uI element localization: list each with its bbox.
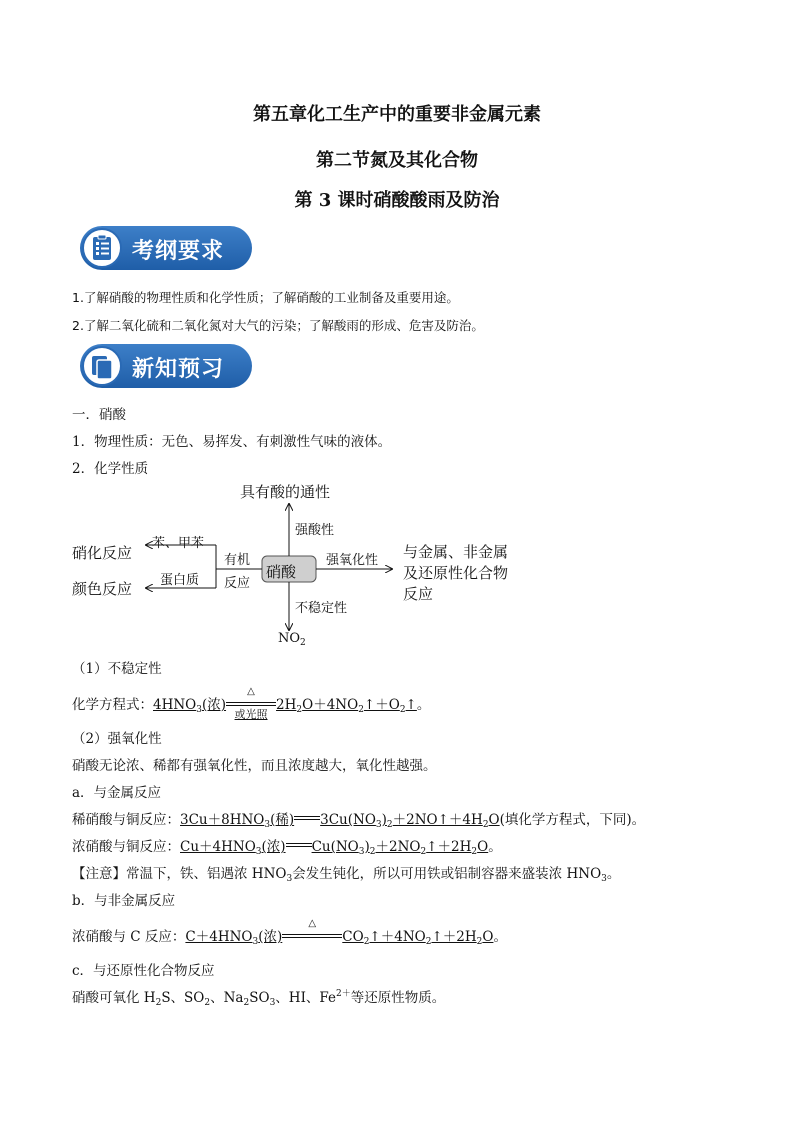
preview-banner	[80, 344, 252, 388]
dilute-copper-equation: 稀硝酸与铜反应：$3Cu+8HNO_3$(稀) $3Cu(NO_3)_2+2NO↑+4H_2O$(填化学方程式，下同)。	[72, 812, 646, 830]
chapter-title: 第五章化工生产中的重要非金属元素	[253, 104, 541, 125]
chemical-properties-heading: 2．化学性质	[72, 461, 149, 477]
oxidizing-desc: 硝酸无论浓、稀都有强氧化性，而且浓度越大，氧化性越强。	[72, 758, 437, 774]
carbon-equation: 浓硝酸与 C 反应：$C+4HNO_3$(浓) △ $CO_2↑+4NO_2↑+2H_2O$。	[72, 918, 507, 947]
diagram-branch-down: 蛋白质	[160, 573, 200, 588]
diagram-top-text: 具有酸的通性	[240, 483, 331, 501]
diagram-branch-up: 苯、甲苯	[152, 536, 205, 551]
diagram-center: 硝酸	[266, 563, 297, 581]
section-title: 第二节氮及其化合物	[316, 150, 478, 171]
diagram-right-text-1: 与金属、非金属	[403, 543, 509, 561]
diagram-bottom-text: $NO_2$	[278, 631, 306, 648]
oxidizing-heading: （2）强氧化性	[72, 731, 162, 747]
diagram-left-mid-1: 有机	[224, 553, 251, 568]
nonmetal-reaction-heading: b．与非金属反应	[72, 893, 176, 909]
clipboard-icon	[82, 228, 122, 268]
diagram-top-arrow: 强酸性	[295, 523, 335, 538]
metal-reaction-heading: a．与金属反应	[72, 785, 162, 801]
reducing-compound-heading: c．与还原性化合物反应	[72, 963, 215, 979]
diagram-left-mid-2: 反应	[224, 576, 251, 591]
passivation-note: 【注意】常温下，铁、铝遇浓 $HNO_3$会发生钝化，所以可用铁或铝制容器来盛装浓 $HNO_3$。	[72, 866, 621, 884]
syllabus-item-1: 1.了解硝酸的物理性质和化学性质；了解硝酸的工业制备及重要用途。	[72, 290, 459, 305]
reducing-compounds: 硝酸可氧化 $H_2S$、$SO_2$、$Na_2SO_3$、HI、$Fe^{2+}$等还原性物质。	[72, 989, 446, 1008]
syllabus-item-2: 2.了解二氧化硫和二氧化氮对大气的污染；了解酸雨的形成、危害及防治。	[72, 318, 484, 333]
unstable-equation: 化学方程式：$4HNO_3$(浓) △ 或光照 $2H_2O+4NO_2↑+O_2↑$。	[72, 686, 431, 721]
syllabus-banner-label: 考纲要求	[132, 239, 225, 264]
nitric-acid-heading: 一．硝酸	[72, 407, 126, 423]
physical-properties: 1．物理性质：无色、易挥发、有刺激性气味的液体。	[72, 434, 392, 450]
diagram-right-arrow: 强氧化性	[326, 553, 379, 568]
documents-icon	[82, 346, 122, 386]
diagram-right-text-3: 反应	[403, 585, 434, 603]
preview-banner-label: 新知预习	[132, 357, 225, 382]
diagram-left-up: 硝化反应	[72, 544, 133, 562]
unstable-heading: （1）不稳定性	[72, 661, 162, 677]
diagram-left-down: 颜色反应	[72, 580, 133, 598]
diagram-bottom-arrow: 不稳定性	[295, 601, 348, 616]
lesson-title: 第 3 课时硝酸酸雨及防治	[294, 190, 500, 211]
syllabus-banner	[80, 226, 252, 270]
conc-copper-equation: 浓硝酸与铜反应：$Cu+4HNO_3$(浓) $Cu(NO_3)_2+2NO_2↑+2H_2O$。	[72, 839, 502, 857]
diagram-right-text-2: 及还原性化合物	[403, 564, 509, 582]
